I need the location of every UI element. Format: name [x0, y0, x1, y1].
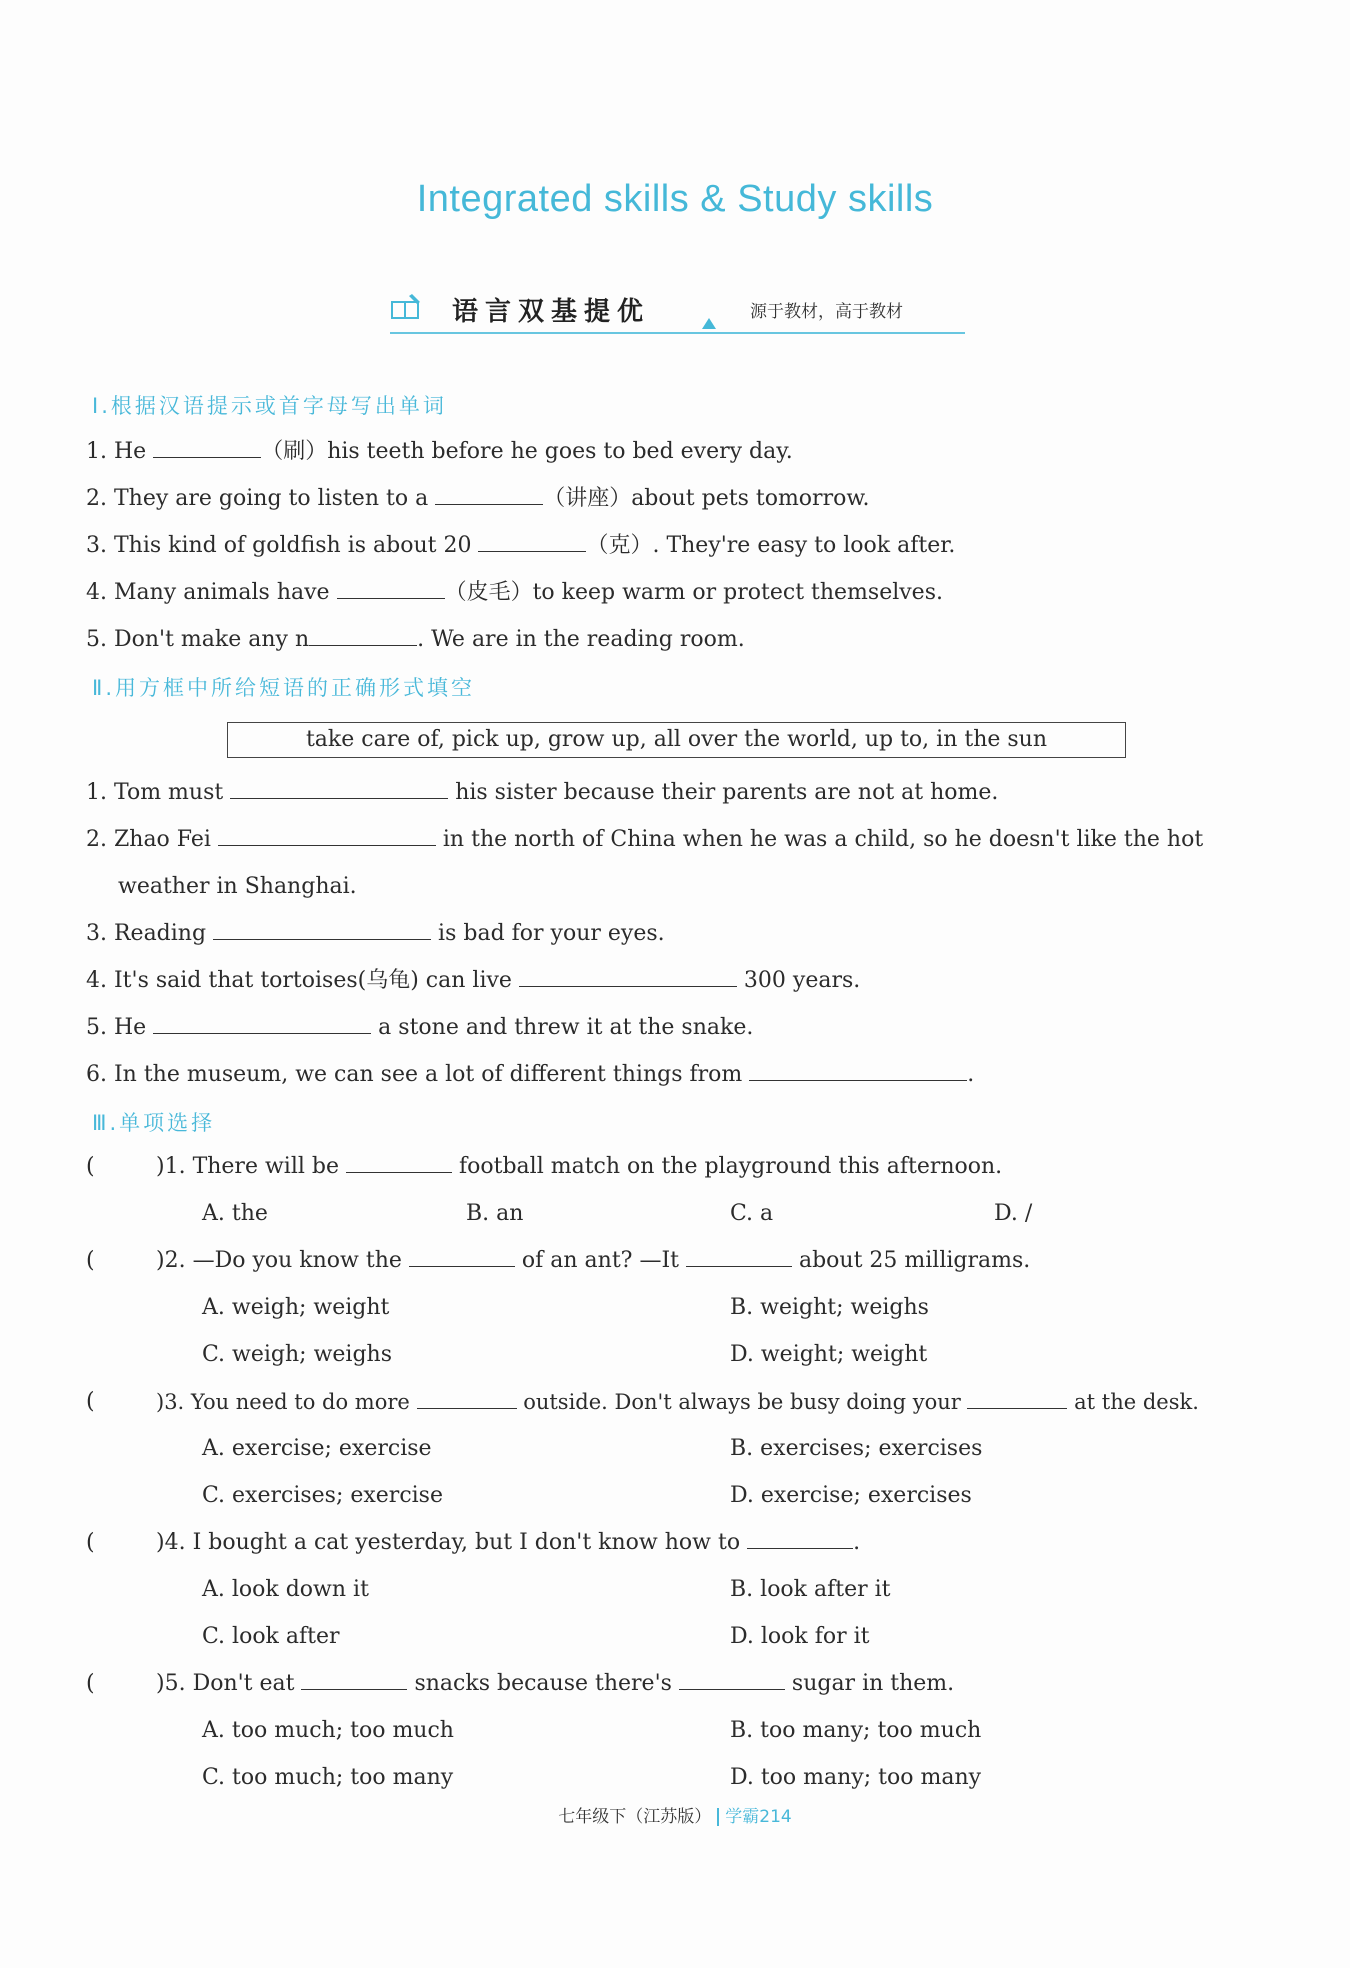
q5-option-a[interactable]: A. too much; too much	[202, 1718, 454, 1743]
answer-blank	[747, 1528, 853, 1549]
section1-heading: Ⅰ.根据汉语提示或首字母写出单词	[92, 394, 447, 418]
q4-option-b[interactable]: B. look after it	[730, 1577, 891, 1602]
answer-blank	[409, 1246, 515, 1267]
q1-stem: )1. There will be football match on the playground this afternoon.	[156, 1154, 1003, 1179]
q1-option-c[interactable]: C. a	[730, 1201, 774, 1226]
answer-blank[interactable]	[309, 625, 417, 646]
q3-option-a[interactable]: A. exercise; exercise	[202, 1436, 432, 1461]
page-title: Integrated skills & Study skills	[416, 178, 934, 220]
s1-item-1: 1. He （刷）his teeth before he goes to bed every day.	[86, 439, 793, 464]
q5-stem: )5. Don't eat snacks because there's sugar in them.	[156, 1671, 955, 1696]
answer-blank	[346, 1152, 452, 1173]
answer-blank[interactable]	[153, 1013, 371, 1034]
q1-option-a[interactable]: A. the	[202, 1201, 268, 1226]
footer-divider	[717, 1808, 719, 1826]
q1-answer-paren[interactable]: (	[86, 1154, 95, 1179]
banner-title: 语言双基提优	[452, 297, 651, 327]
answer-blank[interactable]	[337, 578, 445, 599]
answer-blank	[967, 1388, 1067, 1409]
q2-option-c[interactable]: C. weigh; weighs	[202, 1342, 393, 1367]
section-banner	[390, 288, 965, 334]
answer-blank[interactable]	[435, 484, 543, 505]
s2-item-6: 6. In the museum, we can see a lot of different things from .	[86, 1062, 975, 1087]
banner-subtitle: 源于教材，高于教材	[750, 302, 903, 322]
answer-blank[interactable]	[218, 825, 436, 846]
s1-item-2: 2. They are going to listen to a （讲座）about pets tomorrow.	[86, 486, 870, 511]
q5-option-b[interactable]: B. too many; too much	[730, 1718, 982, 1743]
q2-option-d[interactable]: D. weight; weight	[730, 1342, 928, 1367]
s1-item-3: 3. This kind of goldfish is about 20 （克）. They're easy to look after.	[86, 533, 956, 558]
s2-item-2-cont: weather in Shanghai.	[118, 874, 357, 899]
q2-answer-paren[interactable]: (	[86, 1248, 95, 1273]
page-footer	[0, 1802, 1350, 1827]
answer-blank[interactable]	[230, 778, 448, 799]
section2-heading: Ⅱ.用方框中所给短语的正确形式填空	[92, 676, 476, 700]
answer-blank	[679, 1669, 785, 1690]
q3-stem: )3. You need to do more outside. Don't always be busy doing your at the desk.	[156, 1390, 1199, 1414]
q2-option-a[interactable]: A. weigh; weight	[202, 1295, 390, 1320]
answer-blank[interactable]	[749, 1060, 967, 1081]
phrase-box: take care of, pick up, grow up, all over the world, up to, in the sun	[227, 722, 1126, 758]
banner-triangle	[702, 318, 716, 329]
q5-option-c[interactable]: C. too much; too many	[202, 1765, 454, 1790]
s2-item-5: 5. He a stone and threw it at the snake.	[86, 1015, 754, 1040]
q5-answer-paren[interactable]: (	[86, 1671, 95, 1696]
q3-option-b[interactable]: B. exercises; exercises	[730, 1436, 983, 1461]
answer-blank[interactable]	[213, 919, 431, 940]
s1-item-5: 5. Don't make any n . We are in the reading room.	[86, 627, 745, 652]
s2-item-2: 2. Zhao Fei in the north of China when he was a child, so he doesn't like the hot	[86, 827, 1204, 852]
answer-blank[interactable]	[519, 966, 737, 987]
q4-stem: )4. I bought a cat yesterday, but I don't know how to .	[156, 1530, 861, 1555]
q4-option-c[interactable]: C. look after	[202, 1624, 340, 1649]
s1-item-4: 4. Many animals have （皮毛）to keep warm or protect themselves.	[86, 580, 943, 605]
s2-item-1: 1. Tom must his sister because their parents are not at home.	[86, 780, 999, 805]
book-icon	[390, 292, 424, 320]
answer-blank	[417, 1388, 517, 1409]
answer-blank[interactable]	[153, 437, 261, 458]
s2-item-3: 3. Reading is bad for your eyes.	[86, 921, 665, 946]
section3-heading: Ⅲ.单项选择	[92, 1111, 216, 1135]
q4-option-a[interactable]: A. look down it	[202, 1577, 369, 1602]
q1-option-d[interactable]: D. /	[994, 1201, 1033, 1226]
s2-item-4: 4. It's said that tortoises(乌龟) can live 300 years.	[86, 968, 861, 993]
q3-option-c[interactable]: C. exercises; exercise	[202, 1483, 443, 1508]
answer-blank	[686, 1246, 792, 1267]
q4-option-d[interactable]: D. look for it	[730, 1624, 870, 1649]
footer-grade: 七年级下（江苏版）	[558, 1807, 712, 1827]
footer-brand: 学霸	[725, 1807, 760, 1827]
answer-blank[interactable]	[478, 531, 586, 552]
q4-answer-paren[interactable]: (	[86, 1530, 95, 1555]
q3-answer-paren[interactable]: (	[86, 1389, 95, 1414]
q2-option-b[interactable]: B. weight; weighs	[730, 1295, 929, 1320]
page-number: 214	[759, 1807, 792, 1827]
q3-option-d[interactable]: D. exercise; exercises	[730, 1483, 972, 1508]
answer-blank	[301, 1669, 407, 1690]
q1-option-b[interactable]: B. an	[466, 1201, 524, 1226]
q2-stem: )2. —Do you know the of an ant? —It about 25 milligrams.	[156, 1248, 1031, 1273]
q5-option-d[interactable]: D. too many; too many	[730, 1765, 982, 1790]
